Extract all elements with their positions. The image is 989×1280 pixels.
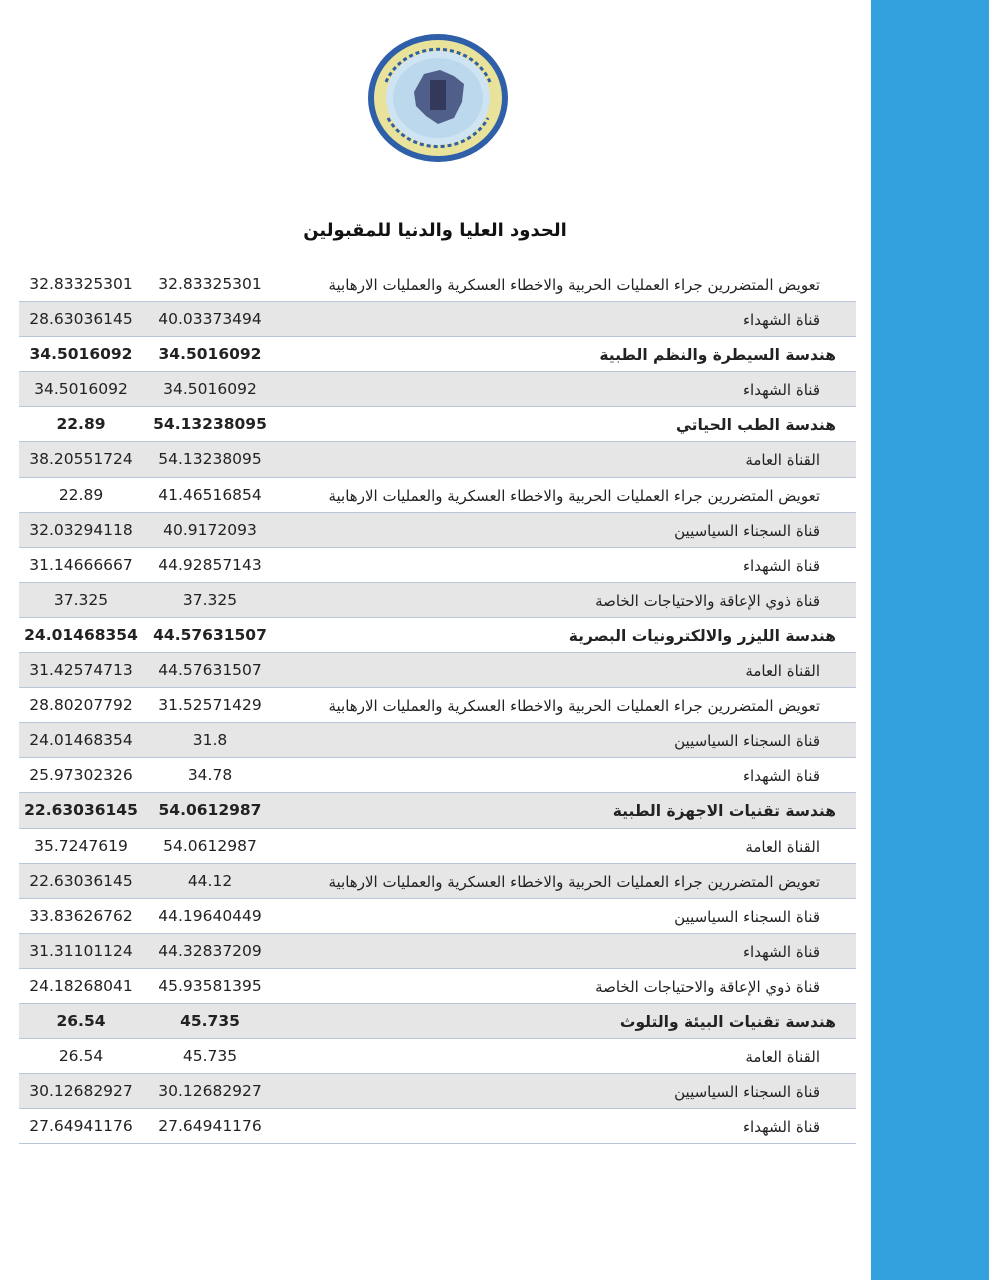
max-value: 34.78 (187, 766, 233, 785)
min-value: 24.18268041 (29, 976, 133, 995)
row-label: هندسة الطب الحياتي (675, 416, 836, 435)
table-row (19, 1074, 856, 1109)
section-header-row (19, 407, 856, 442)
table-row (19, 1039, 856, 1074)
row-label: تعويض المتضررين جراء العمليات الحربية والاخطاء العسكرية والعمليات الارهابية (328, 872, 820, 891)
row-label: هندسة السيطرة والنظم الطبية (599, 346, 836, 365)
row-label: قناة الشهداء (742, 311, 820, 330)
min-value: 26.54 (56, 1011, 106, 1030)
table-row (19, 513, 856, 548)
min-value: 33.83626762 (29, 906, 133, 925)
max-value: 30.12682927 (158, 1082, 262, 1101)
row-label: قناة ذوي الإعاقة والاحتياجات الخاصة (595, 591, 820, 610)
min-value: 34.5016092 (29, 345, 133, 364)
table-row (19, 267, 856, 302)
max-value: 34.5016092 (158, 345, 262, 364)
table-row (19, 653, 856, 688)
seal-logo-icon (366, 32, 510, 164)
max-value: 27.64941176 (158, 1117, 262, 1136)
min-value: 31.14666667 (29, 555, 133, 574)
table-row (19, 934, 856, 969)
max-value: 45.735 (182, 1047, 238, 1066)
min-value: 27.64941176 (29, 1117, 133, 1136)
table-row (19, 442, 856, 477)
min-value: 32.83325301 (29, 275, 133, 293)
min-value: 26.54 (58, 1047, 104, 1066)
min-value: 31.42574713 (29, 661, 133, 680)
row-label: قناة الشهداء (742, 942, 820, 961)
section-header-row (19, 793, 856, 828)
max-value: 31.52571429 (158, 696, 262, 715)
row-label: قناة السجناء السياسيين (674, 521, 820, 540)
row-label: قناة ذوي الإعاقة والاحتياجات الخاصة (595, 977, 820, 996)
table-row (19, 372, 856, 407)
table-row (19, 688, 856, 723)
max-value: 44.32837209 (158, 941, 262, 960)
row-label: القناة العامة (745, 837, 820, 856)
max-value: 45.735 (180, 1011, 240, 1030)
row-label: تعويض المتضررين جراء العمليات الحربية والاخطاء العسكرية والعمليات الارهابية (328, 486, 820, 505)
table-row (19, 723, 856, 758)
row-label: قناة الشهداء (742, 556, 820, 575)
min-value: 38.20551724 (29, 450, 133, 469)
row-label: هندسة تقنيات الاجهزة الطبية (612, 802, 836, 821)
row-label: تعويض المتضررين جراء العمليات الحربية والاخطاء العسكرية والعمليات الارهابية (328, 276, 820, 294)
min-value: 31.31101124 (29, 941, 133, 960)
row-label: تعويض المتضررين جراء العمليات الحربية والاخطاء العسكرية والعمليات الارهابية (328, 697, 820, 716)
min-value: 24.01468354 (29, 731, 133, 750)
row-label: قناة السجناء السياسيين (674, 1083, 820, 1102)
max-value: 54.0612987 (163, 836, 257, 855)
table-row (19, 758, 856, 793)
table-row (19, 583, 856, 618)
min-value: 32.03294118 (29, 520, 133, 539)
min-value: 30.12682927 (29, 1082, 133, 1101)
table-row (19, 548, 856, 583)
table-row (19, 478, 856, 513)
min-value: 24.01468354 (24, 625, 138, 644)
table-row (19, 829, 856, 864)
max-value: 40.9172093 (163, 520, 257, 539)
row-label: قناة الشهداء (742, 767, 820, 786)
min-value: 28.80207792 (29, 696, 133, 715)
row-label: القناة العامة (745, 1048, 820, 1067)
section-header-row (19, 618, 856, 653)
min-value: 34.5016092 (34, 380, 128, 399)
max-value: 54.0612987 (158, 801, 262, 820)
section-header-row (19, 337, 856, 372)
section-header-row (19, 1004, 856, 1039)
min-value: 22.89 (58, 485, 104, 504)
row-label: القناة العامة (745, 451, 820, 470)
admission-limits-table (19, 267, 856, 1144)
min-value: 22.63036145 (24, 801, 138, 820)
max-value: 44.92857143 (158, 555, 262, 574)
page-title: الحدود العليا والدنيا للمقبولين (303, 220, 567, 241)
row-label: قناة الشهداء (742, 1118, 820, 1137)
max-value: 44.19640449 (158, 906, 262, 925)
max-value: 44.57631507 (158, 661, 262, 680)
max-value: 44.12 (187, 871, 233, 890)
max-value: 54.13238095 (153, 415, 267, 434)
max-value: 32.83325301 (158, 275, 262, 293)
max-value: 34.5016092 (163, 380, 257, 399)
row-label: قناة الشهداء (742, 381, 820, 400)
min-value: 22.89 (56, 415, 106, 434)
min-value: 25.97302326 (29, 766, 133, 785)
max-value: 41.46516854 (158, 485, 262, 504)
row-label: قناة السجناء السياسيين (674, 732, 820, 751)
table-row (19, 864, 856, 899)
max-value: 54.13238095 (158, 450, 262, 469)
min-value: 28.63036145 (29, 310, 133, 329)
row-label: القناة العامة (745, 662, 820, 681)
min-value: 37.325 (53, 590, 109, 609)
row-label: هندسة الليزر والالكترونيات البصرية (568, 626, 836, 645)
blue-sidebar-band (871, 0, 989, 1280)
max-value: 40.03373494 (158, 310, 262, 329)
max-value: 31.8 (192, 731, 228, 750)
min-value: 35.7247619 (34, 836, 128, 855)
max-value: 45.93581395 (158, 976, 262, 995)
table-row (19, 1109, 856, 1144)
min-value: 22.63036145 (29, 871, 133, 890)
table-row (19, 969, 856, 1004)
table-row (19, 302, 856, 337)
max-value: 37.325 (182, 590, 238, 609)
row-label: قناة السجناء السياسيين (674, 907, 820, 926)
table-row (19, 899, 856, 934)
row-label: هندسة تقنيات البيئة والتلوث (619, 1012, 836, 1031)
max-value: 44.57631507 (153, 625, 267, 644)
